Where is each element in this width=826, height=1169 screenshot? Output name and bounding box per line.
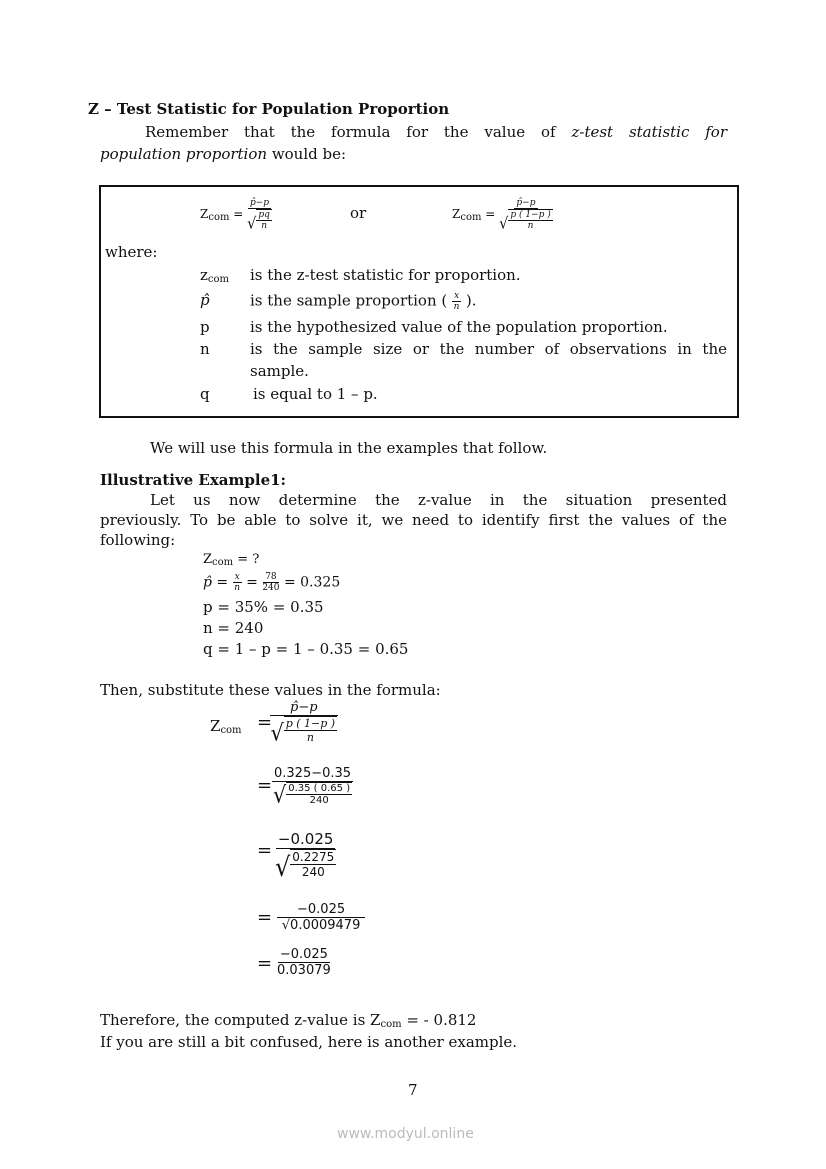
- conclusion-value: = - 0.812: [401, 1011, 477, 1029]
- def-text: is the hypothesized value of the population proportion.: [250, 318, 668, 336]
- z-sub: com: [208, 212, 230, 223]
- conclusion-text: Therefore, the computed z-value is Z: [100, 1011, 381, 1029]
- step-den-den: 240: [309, 795, 329, 806]
- f2-den-num: p ( 1−p ): [510, 210, 551, 220]
- step-den-num: 0.2275: [292, 850, 335, 864]
- def-text: is the sample size or the number of observations in the: [250, 340, 727, 358]
- step-num: −0.025: [277, 902, 365, 918]
- watermark: www.modyul.online: [337, 1126, 474, 1142]
- frac-num: x: [454, 291, 460, 301]
- step-1: p̂−p √ $\frac{p ( 1-p )}{n}$: [270, 700, 338, 744]
- def-text-cont: sample.: [250, 362, 309, 380]
- step-den-den: 240: [301, 865, 325, 879]
- def-symbol: q: [200, 385, 210, 403]
- step-5: [277, 947, 331, 978]
- x: x: [234, 572, 240, 582]
- example-para-3: following:: [100, 531, 176, 549]
- def-text: is equal to 1 – p.: [253, 385, 378, 403]
- step-den-num: 0.35 ( 0.65 ): [288, 783, 351, 794]
- step-num: 0.325−0.35: [274, 766, 352, 781]
- step-num: −0.025: [277, 830, 334, 848]
- equals: =: [233, 207, 244, 221]
- formula-1: $Z_{com}$ = p̂−p √ $\frac{pq}{n}$: [200, 198, 270, 233]
- section-heading: Z – Test Statistic for Population Proportion: [88, 100, 450, 118]
- step-2: 0.325−0.35 √ $\frac{0.35 ( 0.65 )}{240}$: [272, 766, 352, 809]
- z-sub: com: [460, 212, 482, 223]
- step-den: 0.0009479: [290, 918, 361, 933]
- step-num: −0.025: [279, 947, 328, 962]
- given-z-val: = ?: [237, 552, 260, 567]
- conclusion: Therefore, the computed z-value is $Z_{com}$ = - 0.812: [100, 1011, 477, 1030]
- symbol-z: z: [200, 266, 208, 284]
- where-label: where:: [105, 243, 158, 261]
- f1-numerator: p̂−p: [249, 198, 270, 208]
- def-text: [250, 291, 477, 312]
- z-com-label: $Z_{com}$: [210, 717, 242, 736]
- given-phat: p̂ = $\frac{x}{n}$ = $\frac{78}{240}$ = 0.325: [203, 572, 341, 593]
- step-3: −0.025 √ $\frac{0.2275}{240}$: [275, 830, 335, 883]
- num: 78: [265, 572, 277, 582]
- eq: =: [246, 574, 258, 591]
- def-text: is the z-test statistic for proportion.: [250, 266, 521, 284]
- step-4: $\frac{-0.025}{√0.0009479}$: [277, 902, 365, 933]
- or-text: or: [350, 204, 367, 222]
- equals: =: [257, 953, 273, 974]
- step-num: p̂−p: [270, 700, 338, 716]
- step-den-den: n: [306, 731, 314, 744]
- step-den: 0.03079: [277, 963, 331, 978]
- equals: =: [257, 775, 273, 796]
- given-p: p = 35% = 0.35: [203, 598, 324, 616]
- intro-italic: z-test statistic for: [571, 123, 728, 141]
- example-para-1: Let us now determine the z-value in the situation presented: [150, 491, 727, 509]
- result: = 0.325: [283, 574, 341, 591]
- f1-den-num: pq: [258, 210, 270, 220]
- def-symbol: p: [200, 318, 210, 336]
- substitute-text: Then, substitute these values in the formula:: [100, 681, 441, 699]
- def-symbol: n: [200, 340, 210, 358]
- z-label: Z: [200, 207, 209, 221]
- given-q: q = 1 – p = 1 – 0.35 = 0.65: [203, 640, 409, 658]
- z-label: Z: [452, 207, 461, 221]
- intro-line-1: [145, 123, 727, 141]
- use-formula-text: We will use this formula in the examples that follow.: [150, 439, 548, 457]
- equals: =: [257, 712, 273, 733]
- example-para-2: previously. To be able to solve it, we need to identify first the values of the: [100, 511, 727, 529]
- eq: =: [216, 574, 229, 591]
- given-z: $Z_{com}$ = ?: [203, 552, 260, 568]
- intro-line-2: [100, 145, 346, 163]
- step-den-num: p ( 1−p ): [285, 717, 336, 730]
- def-text-end: ).: [465, 291, 477, 310]
- given-n: n = 240: [203, 619, 264, 637]
- example-title: Illustrative Example1:: [100, 471, 287, 489]
- intro-italic-2: population proportion: [100, 145, 268, 163]
- intro-text: Remember that the formula for the value of: [145, 123, 556, 141]
- den: 240: [262, 583, 280, 593]
- f2-numerator: p̂−p: [516, 198, 536, 208]
- def-symbol: [200, 266, 229, 285]
- f2-den-den: n: [527, 221, 534, 231]
- page-number: 7: [408, 1081, 418, 1099]
- equals: =: [257, 907, 273, 928]
- symbol-sub: com: [207, 274, 230, 285]
- equals: =: [485, 207, 496, 221]
- def-text-start: is the sample proportion (: [250, 291, 448, 310]
- def-symbol: p̂: [200, 291, 210, 309]
- intro-text-2: would be:: [267, 145, 347, 163]
- n: n: [234, 583, 241, 593]
- formula-2: $Z_{com}$ = p̂−p √ $\frac{p ( 1-p )}{n}$: [452, 198, 551, 233]
- equals: =: [257, 840, 273, 861]
- f1-den-den: n: [261, 221, 267, 231]
- another-example-text: If you are still a bit confused, here is another example.: [100, 1033, 518, 1051]
- frac-den: n: [453, 302, 460, 312]
